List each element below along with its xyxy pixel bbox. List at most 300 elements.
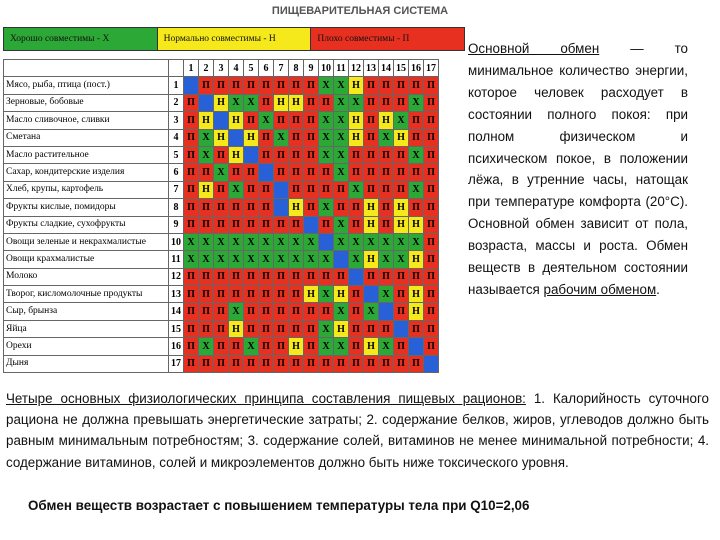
compatibility-cell: Х: [304, 251, 319, 268]
compatibility-cell: П: [214, 181, 229, 198]
compatibility-cell: Х: [334, 303, 349, 320]
compatibility-cell: Н: [214, 94, 229, 111]
compatibility-cell: П: [319, 355, 334, 372]
column-header: 3: [214, 60, 229, 77]
compatibility-cell: П: [304, 320, 319, 337]
compatibility-cell: [244, 146, 259, 163]
table-row: [4, 303, 439, 320]
compatibility-cell: Х: [184, 233, 199, 250]
compatibility-cell: Х: [319, 338, 334, 355]
compatibility-cell: П: [364, 129, 379, 146]
compatibility-cell: П: [409, 268, 424, 285]
compatibility-cell: П: [184, 268, 199, 285]
compatibility-cell: Х: [334, 112, 349, 129]
compatibility-cell: П: [229, 268, 244, 285]
compatibility-cell: Х: [379, 338, 394, 355]
compatibility-cell: П: [289, 181, 304, 198]
temperature-note: Обмен веществ возрастает с повышением температуры тела при Q10=2,06: [28, 498, 530, 513]
compatibility-cell: П: [364, 94, 379, 111]
compatibility-cell: П: [259, 94, 274, 111]
compatibility-cell: П: [424, 94, 439, 111]
product-number: 6: [169, 164, 184, 181]
compatibility-cell: Х: [319, 251, 334, 268]
page-title: ПИЩЕВАРИТЕЛЬНАЯ СИСТЕМА: [271, 5, 449, 17]
compatibility-cell: П: [379, 199, 394, 216]
product-name: Молоко: [4, 268, 169, 285]
table-header-row: [4, 60, 439, 77]
compatibility-cell: П: [364, 77, 379, 94]
compatibility-cell: П: [274, 77, 289, 94]
compatibility-cell: П: [259, 286, 274, 303]
compatibility-cell: П: [274, 146, 289, 163]
compatibility-cell: П: [424, 338, 439, 355]
compatibility-cell: Н: [289, 94, 304, 111]
compatibility-cell: П: [364, 181, 379, 198]
compatibility-cell: П: [319, 216, 334, 233]
compatibility-cell: П: [274, 320, 289, 337]
product-number: 3: [169, 112, 184, 129]
compatibility-cell: Н: [334, 286, 349, 303]
compatibility-cell: Х: [319, 129, 334, 146]
compatibility-cell: П: [394, 146, 409, 163]
compatibility-cell: П: [364, 146, 379, 163]
compatibility-cell: Х: [319, 199, 334, 216]
compatibility-cell: П: [229, 355, 244, 372]
compatibility-cell: П: [244, 286, 259, 303]
compatibility-cell: П: [244, 268, 259, 285]
compatibility-cell: Н: [289, 199, 304, 216]
compatibility-cell: П: [379, 181, 394, 198]
compatibility-cell: П: [184, 338, 199, 355]
compatibility-cell: П: [274, 112, 289, 129]
compatibility-cell: П: [289, 216, 304, 233]
compatibility-cell: П: [244, 216, 259, 233]
compatibility-cell: П: [199, 164, 214, 181]
compatibility-cell: [304, 216, 319, 233]
compatibility-cell: П: [259, 355, 274, 372]
compatibility-cell: Х: [379, 233, 394, 250]
compatibility-cell: [319, 233, 334, 250]
compatibility-cell: Х: [199, 146, 214, 163]
compatibility-cell: Х: [274, 233, 289, 250]
compatibility-cell: Н: [364, 251, 379, 268]
column-header: 4: [229, 60, 244, 77]
column-header: 10: [319, 60, 334, 77]
product-number: 8: [169, 199, 184, 216]
product-name: Зерновые, бобовые: [4, 94, 169, 111]
compatibility-cell: П: [394, 94, 409, 111]
compatibility-cell: П: [289, 129, 304, 146]
compatibility-cell: Х: [379, 286, 394, 303]
compatibility-cell: Х: [229, 94, 244, 111]
compatibility-cell: П: [379, 268, 394, 285]
compatibility-cell: Н: [304, 286, 319, 303]
compatibility-cell: Х: [214, 164, 229, 181]
compatibility-cell: П: [364, 320, 379, 337]
principles-text: 1. Калорийность суточного рациона не должна превышать энергетические затраты; 2. содержание белков, жиров, углеводов должно быть равным минимальным потребностям; 3. содержание солей, витаминов не менее минимальной потребности; 4. содержание витаминов, солей и микроэлементов должно быть ниже токсического уровня.: [6, 391, 709, 470]
compatibility-cell: Н: [409, 216, 424, 233]
product-number: 5: [169, 146, 184, 163]
product-name: Сметана: [4, 129, 169, 146]
aside-end: .: [656, 281, 660, 297]
compatibility-cell: Х: [334, 129, 349, 146]
compatibility-cell: Х: [244, 94, 259, 111]
compatibility-cell: Х: [199, 129, 214, 146]
table-row: [4, 268, 439, 285]
compatibility-cell: П: [409, 129, 424, 146]
basal-metabolism-text: [468, 38, 688, 301]
compatibility-cell: Х: [289, 233, 304, 250]
column-header: 7: [274, 60, 289, 77]
compatibility-cell: П: [349, 146, 364, 163]
compatibility-cell: Х: [364, 303, 379, 320]
product-name: Мясо, рыба, птица (пост.): [4, 77, 169, 94]
compatibility-cell: Х: [379, 251, 394, 268]
table-row: [4, 286, 439, 303]
compatibility-cell: Н: [229, 320, 244, 337]
compatibility-cell: Х: [259, 251, 274, 268]
compatibility-cell: П: [319, 164, 334, 181]
product-number: 9: [169, 216, 184, 233]
compatibility-cell: Х: [409, 181, 424, 198]
compatibility-cell: П: [304, 129, 319, 146]
compatibility-cell: Х: [259, 112, 274, 129]
header-corner: [169, 60, 184, 77]
compatibility-cell: Х: [199, 338, 214, 355]
product-number: 17: [169, 355, 184, 372]
compatibility-cell: П: [409, 199, 424, 216]
column-header: 8: [289, 60, 304, 77]
compatibility-cell: П: [229, 216, 244, 233]
compatibility-cell: Х: [214, 233, 229, 250]
column-header: 12: [349, 60, 364, 77]
product-number: 2: [169, 94, 184, 111]
compatibility-cell: П: [244, 181, 259, 198]
compatibility-cell: Х: [259, 233, 274, 250]
compatibility-cell: Н: [274, 94, 289, 111]
table-row: [4, 112, 439, 129]
compatibility-cell: П: [184, 146, 199, 163]
column-header: 2: [199, 60, 214, 77]
compatibility-cell: П: [184, 286, 199, 303]
compatibility-cell: Н: [364, 199, 379, 216]
product-name: Фрукты кислые, помидоры: [4, 199, 169, 216]
compatibility-cell: Н: [394, 129, 409, 146]
legend-bad: Плохо совместимы - П: [310, 28, 464, 50]
compatibility-cell: П: [379, 355, 394, 372]
product-name: Масло растительное: [4, 146, 169, 163]
compatibility-cell: П: [259, 216, 274, 233]
compatibility-cell: Х: [319, 286, 334, 303]
compatibility-cell: П: [409, 112, 424, 129]
compatibility-cell: П: [364, 268, 379, 285]
compatibility-cell: Н: [199, 181, 214, 198]
compatibility-cell: П: [199, 355, 214, 372]
product-name: Сахар, кондитерские изделия: [4, 164, 169, 181]
compatibility-cell: П: [334, 199, 349, 216]
compatibility-cell: П: [289, 355, 304, 372]
compatibility-cell: П: [349, 164, 364, 181]
compatibility-cell: П: [259, 338, 274, 355]
compatibility-cell: Х: [184, 251, 199, 268]
product-name: Творог, кисломолочные продукты: [4, 286, 169, 303]
compatibility-cell: Х: [319, 146, 334, 163]
compatibility-cell: Н: [364, 216, 379, 233]
compatibility-cell: П: [349, 199, 364, 216]
compatibility-cell: П: [184, 199, 199, 216]
compatibility-cell: П: [349, 303, 364, 320]
compatibility-cell: Х: [394, 251, 409, 268]
compatibility-cell: Х: [364, 233, 379, 250]
column-header: 14: [379, 60, 394, 77]
compatibility-cell: П: [379, 77, 394, 94]
compatibility-cell: П: [304, 181, 319, 198]
compatibility-cell: П: [259, 146, 274, 163]
table-row: [4, 146, 439, 163]
compatibility-cell: П: [424, 251, 439, 268]
column-header: 15: [394, 60, 409, 77]
compatibility-cell: П: [319, 268, 334, 285]
compatibility-cell: П: [214, 303, 229, 320]
compatibility-cell: Х: [394, 112, 409, 129]
compatibility-cell: П: [424, 286, 439, 303]
compatibility-cell: [349, 268, 364, 285]
compatibility-cell: П: [394, 77, 409, 94]
compatibility-cell: Х: [394, 233, 409, 250]
compatibility-cell: П: [199, 286, 214, 303]
compatibility-cell: Н: [229, 146, 244, 163]
compatibility-cell: П: [274, 355, 289, 372]
compatibility-cell: П: [184, 129, 199, 146]
compatibility-cell: П: [409, 164, 424, 181]
compatibility-cell: П: [259, 129, 274, 146]
compatibility-cell: П: [259, 181, 274, 198]
compatibility-cell: П: [259, 77, 274, 94]
compatibility-cell: Х: [244, 338, 259, 355]
compatibility-cell: Н: [379, 112, 394, 129]
product-name: Дыня: [4, 355, 169, 372]
compatibility-cell: Х: [214, 251, 229, 268]
compatibility-cell: П: [304, 146, 319, 163]
compatibility-cell: П: [379, 146, 394, 163]
compatibility-cell: П: [214, 355, 229, 372]
table-row: [4, 216, 439, 233]
table-row: [4, 129, 439, 146]
compatibility-cell: П: [199, 77, 214, 94]
compatibility-cell: Х: [199, 251, 214, 268]
product-number: 14: [169, 303, 184, 320]
compatibility-cell: П: [424, 129, 439, 146]
compatibility-cell: Х: [334, 216, 349, 233]
compatibility-cell: П: [289, 77, 304, 94]
column-header: 5: [244, 60, 259, 77]
compatibility-cell: Х: [409, 146, 424, 163]
compatibility-cell: Х: [334, 146, 349, 163]
compatibility-cell: П: [304, 112, 319, 129]
compatibility-cell: П: [229, 164, 244, 181]
compatibility-cell: П: [424, 146, 439, 163]
table-row: [4, 181, 439, 198]
column-header: 1: [184, 60, 199, 77]
compatibility-cell: Н: [394, 199, 409, 216]
compatibility-cell: П: [394, 355, 409, 372]
compatibility-cell: Х: [244, 251, 259, 268]
compatibility-cell: Н: [289, 338, 304, 355]
compatibility-cell: П: [244, 303, 259, 320]
compatibility-table: [3, 59, 439, 373]
compatibility-cell: П: [289, 303, 304, 320]
product-name: Овощи зеленые и некрахмалистые: [4, 233, 169, 250]
table-row: [4, 251, 439, 268]
compatibility-cell: П: [379, 216, 394, 233]
product-name: Фрукты сладкие, сухофрукты: [4, 216, 169, 233]
compatibility-cell: П: [244, 199, 259, 216]
compatibility-cell: П: [214, 77, 229, 94]
compatibility-cell: П: [214, 320, 229, 337]
compatibility-cell: П: [349, 355, 364, 372]
compatibility-cell: [184, 77, 199, 94]
compatibility-cell: П: [364, 355, 379, 372]
column-header: 16: [409, 60, 424, 77]
compatibility-cell: Х: [409, 94, 424, 111]
compatibility-cell: П: [304, 164, 319, 181]
product-name: Масло сливочное, сливки: [4, 112, 169, 129]
product-number: 4: [169, 129, 184, 146]
product-number: 13: [169, 286, 184, 303]
compatibility-cell: П: [379, 320, 394, 337]
compatibility-cell: П: [184, 320, 199, 337]
compatibility-cell: П: [199, 199, 214, 216]
product-name: Овощи крахмалистые: [4, 251, 169, 268]
compatibility-cell: Х: [349, 181, 364, 198]
compatibility-cell: Х: [289, 251, 304, 268]
compatibility-cell: Х: [319, 77, 334, 94]
legend: [3, 27, 465, 51]
compatibility-cell: [379, 303, 394, 320]
compatibility-cell: П: [379, 94, 394, 111]
column-header: 9: [304, 60, 319, 77]
compatibility-cell: Н: [349, 129, 364, 146]
compatibility-cell: П: [229, 77, 244, 94]
compatibility-cell: П: [259, 320, 274, 337]
product-name: Орехи: [4, 338, 169, 355]
compatibility-cell: П: [409, 320, 424, 337]
compatibility-cell: П: [319, 303, 334, 320]
compatibility-cell: Н: [349, 77, 364, 94]
compatibility-cell: П: [364, 164, 379, 181]
compatibility-cell: Х: [334, 94, 349, 111]
compatibility-cell: Х: [229, 303, 244, 320]
product-number: 10: [169, 233, 184, 250]
compatibility-cell: П: [184, 216, 199, 233]
compatibility-cell: Н: [349, 112, 364, 129]
compatibility-cell: Х: [244, 233, 259, 250]
compatibility-cell: П: [259, 268, 274, 285]
compatibility-cell: П: [409, 355, 424, 372]
compatibility-cell: [409, 338, 424, 355]
compatibility-cell: П: [349, 216, 364, 233]
compatibility-cell: П: [394, 303, 409, 320]
compatibility-cell: Х: [319, 112, 334, 129]
product-name: Хлеб, крупы, картофель: [4, 181, 169, 198]
column-header: 11: [334, 60, 349, 77]
compatibility-cell: П: [424, 199, 439, 216]
compatibility-cell: [199, 94, 214, 111]
compatibility-cell: Х: [349, 251, 364, 268]
compatibility-cell: Х: [334, 338, 349, 355]
compatibility-cell: П: [274, 164, 289, 181]
compatibility-cell: Н: [409, 286, 424, 303]
compatibility-cell: П: [289, 320, 304, 337]
compatibility-cell: П: [244, 77, 259, 94]
compatibility-cell: П: [274, 303, 289, 320]
compatibility-cell: Х: [229, 233, 244, 250]
compatibility-cell: П: [199, 320, 214, 337]
compatibility-cell: П: [319, 94, 334, 111]
compatibility-cell: [364, 286, 379, 303]
compatibility-cell: [214, 112, 229, 129]
compatibility-cell: [229, 129, 244, 146]
compatibility-cell: Х: [274, 129, 289, 146]
compatibility-cell: П: [259, 303, 274, 320]
compatibility-cell: П: [349, 286, 364, 303]
product-number: 1: [169, 77, 184, 94]
table-row: [4, 320, 439, 337]
compatibility-cell: П: [199, 216, 214, 233]
term-basal-metabolism: Основной обмен: [468, 41, 600, 56]
compatibility-cell: П: [394, 164, 409, 181]
compatibility-cell: [274, 199, 289, 216]
compatibility-cell: П: [394, 268, 409, 285]
legend-normal: Нормально совместимы - Н: [157, 28, 311, 50]
compatibility-cell: П: [304, 199, 319, 216]
compatibility-cell: П: [214, 146, 229, 163]
compatibility-cell: Х: [349, 94, 364, 111]
compatibility-cell: [274, 181, 289, 198]
compatibility-cell: П: [184, 94, 199, 111]
compatibility-cell: П: [184, 181, 199, 198]
product-number: 7: [169, 181, 184, 198]
compatibility-cell: П: [409, 77, 424, 94]
table-row: [4, 77, 439, 94]
compatibility-cell: П: [214, 216, 229, 233]
product-number: 15: [169, 320, 184, 337]
compatibility-cell: [334, 251, 349, 268]
table-row: [4, 199, 439, 216]
compatibility-cell: П: [334, 355, 349, 372]
compatibility-cell: П: [424, 164, 439, 181]
table-row: [4, 355, 439, 372]
compatibility-cell: П: [424, 303, 439, 320]
compatibility-cell: Н: [364, 338, 379, 355]
compatibility-cell: П: [214, 286, 229, 303]
compatibility-cell: П: [214, 268, 229, 285]
product-name: Сыр, брынза: [4, 303, 169, 320]
compatibility-cell: Н: [214, 129, 229, 146]
compatibility-cell: Н: [229, 112, 244, 129]
compatibility-cell: П: [244, 112, 259, 129]
compatibility-cell: П: [274, 268, 289, 285]
term-working-metabolism: рабочим обменом: [543, 281, 657, 297]
compatibility-cell: Х: [229, 251, 244, 268]
table-row: [4, 233, 439, 250]
compatibility-cell: П: [244, 355, 259, 372]
compatibility-cell: Х: [409, 233, 424, 250]
compatibility-cell: Х: [334, 77, 349, 94]
compatibility-cell: П: [304, 303, 319, 320]
compatibility-cell: П: [304, 77, 319, 94]
compatibility-cell: Н: [199, 112, 214, 129]
